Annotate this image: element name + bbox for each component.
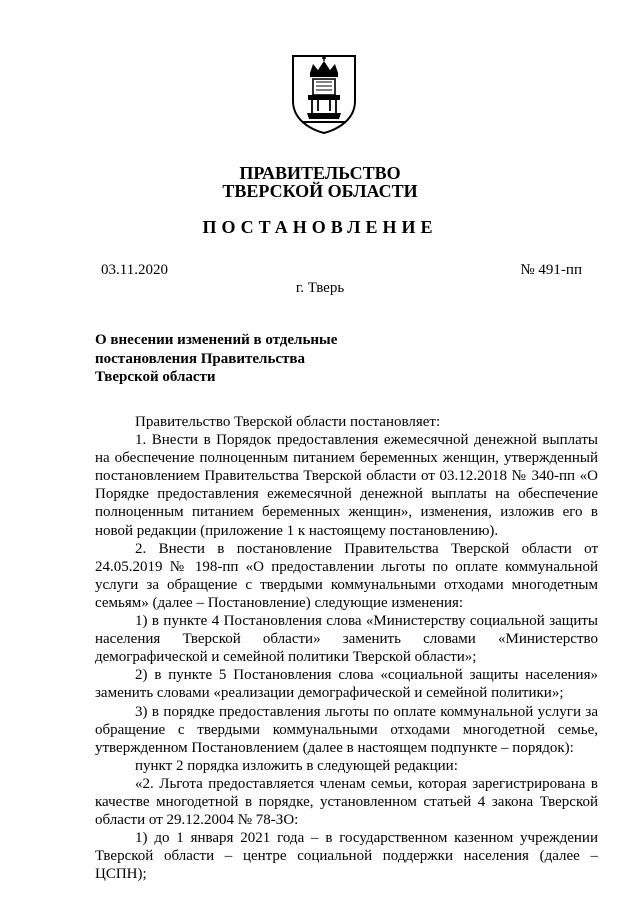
document-city: г. Тверь: [295, 280, 345, 296]
body-paragraph-quote: «2. Льгота предоставляется членам семьи, которая зарегистрирована в качестве многодетной в порядке, установленном статьей 4 закона Тверской области от 29.12.2004 № 78-ЗО:: [95, 775, 598, 829]
coat-of-arms-icon: [289, 53, 359, 135]
document-subject: [95, 331, 337, 387]
body-paragraph-item-1: 1. Внести в Порядок предоставления ежемесячной денежной выплаты на обеспечение полноценным питанием беременных женщин, утвержденный постановлением Правительства Тверской области от 03.12.2018 № 340-пп «О Порядке предоставления ежемесячной денежной выплаты на обеспечение полноценным питанием беременных женщин», изменения, изложив его в новой редакции (приложение 1 к настоящему постановлению).: [95, 432, 598, 539]
body-paragraph-item-2: 2. Внести в постановление Правительства Тверской области от 24.05.2019 № 198-пп «О предоставлении льготы по оплате коммунальной услуги за обращение с твердыми коммунальными отходами многодетным семьям» (далее – Постановление) следующие изменения:: [95, 540, 598, 611]
subject-line-2: постановления Правительства: [95, 350, 305, 367]
body-paragraph-quote-item-1: 1) до 1 января 2021 года – в государственном казенном учреждении Тверской области – центре социальной поддержки населения (далее – ЦСПН);: [95, 830, 598, 883]
government-title-line2: ТВЕРСКОЙ ОБЛАСТИ: [222, 181, 418, 201]
document-type-title: ПОСТАНОВЛЕНИЕ: [202, 217, 438, 237]
document-number: № 491-пп: [520, 262, 582, 278]
body-paragraph-subitem-1: 1) в пункте 4 Постановления слова «Министерству социальной защиты населения Тверской области» заменить словами «Министерство демографической и семейной политики Тверской области»;: [95, 613, 598, 666]
body-paragraph-point-2: пункт 2 порядка изложить в следующей редакции:: [135, 757, 458, 774]
subject-line-1: О внесении изменений в отдельные: [95, 332, 338, 348]
government-title-line1: ПРАВИТЕЛЬСТВО: [239, 163, 401, 183]
body-paragraph-subitem-3: 3) в порядке предоставления льготы по оплате коммунальной услуги за обращение с твердыми коммунальными отходами многодетной семье, утвержденном Постановлением (далее в настоящем подпункте – порядок):: [95, 703, 598, 756]
subject-line-3: Тверской области: [95, 369, 216, 385]
body-paragraph-intro: Правительство Тверской области постановляет:: [135, 414, 441, 430]
body-paragraph-subitem-2: 2) в пункте 5 Постановления слова «социальной защиты населения» заменить словами «реализации демографической и семейной политики»;: [95, 667, 598, 702]
document-body: [95, 413, 598, 883]
document-date: 03.11.2020: [101, 262, 168, 278]
